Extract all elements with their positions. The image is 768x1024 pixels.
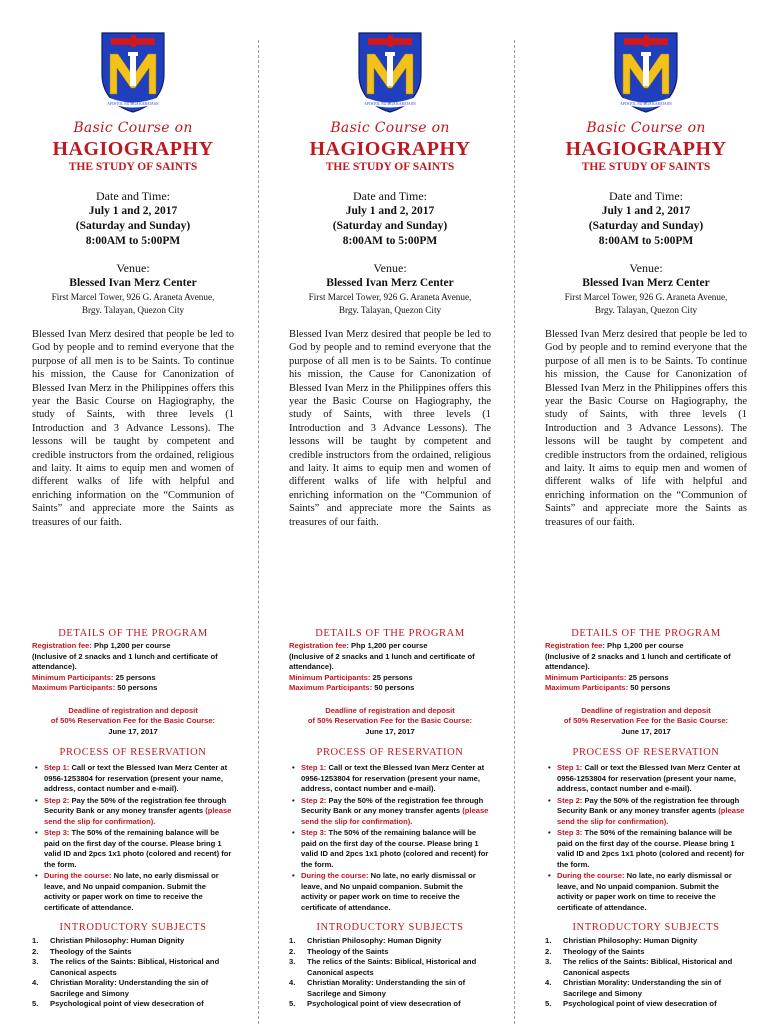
registration-fee <box>545 641 747 652</box>
details-heading: DETAILS OF THE PROGRAM <box>58 628 208 639</box>
step-item: • Step 3: The 50% of the remaining balance will be paid on the first day of the course. Please bring 1 valid ID and 2pcs 1x1 photo (colored and recent) for the form. <box>292 828 489 869</box>
reg-fee-value: Php 1,200 per course <box>604 641 684 650</box>
min-label: Minimum Participants: <box>289 672 371 682</box>
crest-caption: APOSTOL NG MGA KABATAAN <box>364 102 416 106</box>
max-label: Maximum Participants: <box>32 683 116 692</box>
max-participants <box>545 683 747 694</box>
flyer-column <box>32 0 234 1024</box>
date-heading: Date and Time: <box>609 189 683 203</box>
time-line: 8:00AM to 5:00PM <box>598 235 694 247</box>
registration-fee <box>289 641 491 652</box>
crest-logo <box>355 30 425 114</box>
min-value: 25 persons <box>626 672 669 682</box>
day-line: (Saturday and Sunday) <box>75 220 191 232</box>
max-value: 50 persons <box>372 683 415 692</box>
venue-address-line: Brgy. Talayan, Quezon City <box>81 304 185 315</box>
intro-heading: INTRODUCTORY SUBJECTS <box>59 922 207 933</box>
subject-item: 5. Psychological point of view desecration of <box>289 999 461 1008</box>
venue-address-line: Brgy. Talayan, Quezon City <box>338 304 442 315</box>
deadline-block <box>32 706 234 738</box>
course-description: Blessed Ivan Merz desired that people be led to God by people and to remind everyone that the purpose of all men is to be Saints. To continue his mission, the Cause for Canonization of Blessed Ivan Merz in the Philippines offers this year the Basic Course on Hagiography, the study of Saints, with three levels (1 Introduction and 3 Advance Lessons). The lessons will be taught by competent and credible instructors from the ordained, religious and laity. It aims to equip men and women of different walks of life with helpful and enriching information on the “Communion of Saints” and appreciate more the Saints as treasures of our faith. <box>289 329 491 528</box>
date-line: July 1 and 2, 2017 <box>88 205 178 217</box>
deadline-block <box>545 706 747 738</box>
flyer-column <box>545 0 747 1024</box>
max-value: 50 persons <box>628 683 671 692</box>
reg-fee-label: Registration fee: <box>545 641 605 650</box>
max-participants <box>32 683 234 694</box>
venue-address-line: First Marcel Tower, 926 G. Araneta Avenue, <box>51 292 215 302</box>
process-heading: PROCESS OF RESERVATION <box>572 747 720 758</box>
step-item: • Step 1: Call or text the Blessed Ivan Merz Center at 0956-1253804 for reservation (present your name, address, contact number and e-mail). <box>292 763 485 793</box>
reg-fee-note: (Inclusive of 2 snacks and 1 lunch and certificate of attendance). <box>32 651 218 671</box>
min-value: 25 persons <box>370 672 413 682</box>
process-heading: PROCESS OF RESERVATION <box>316 747 464 758</box>
deadline-line: of 50% Reservation Fee for the Basic Course: <box>563 716 729 725</box>
step-item: • Step 2: Pay the 50% of the registration fee through Security Bank or any money transfer agents (please send the slip for confirmation). <box>292 795 489 826</box>
step-item: • Step 1: Call or text the Blessed Ivan Merz Center at 0956-1253804 for reservation (present your name, address, contact number and e-mail). <box>548 763 741 793</box>
deadline-line: Deadline of registration and deposit <box>68 705 198 715</box>
deadline-line: Deadline of registration and deposit <box>325 705 455 715</box>
day-line: (Saturday and Sunday) <box>588 220 704 232</box>
process-heading: PROCESS OF RESERVATION <box>59 747 207 758</box>
venue-name: Blessed Ivan Merz Center <box>69 277 197 289</box>
max-value: 50 persons <box>115 683 158 692</box>
intro-heading: INTRODUCTORY SUBJECTS <box>572 922 720 933</box>
max-participants <box>289 683 491 694</box>
course-description: Blessed Ivan Merz desired that people be led to God by people and to remind everyone that the purpose of all men is to be Saints. To continue his mission, the Cause for Canonization of Blessed Ivan Merz in the Philippines offers this year the Basic Course on Hagiography, the study of Saints, with three levels (1 Introduction and 3 Advance Lessons). The lessons will be taught by competent and credible instructors from the ordained, religious and laity. It aims to equip men and women of different walks of life with helpful and enriching information on the “Communion of Saints” and appreciate more the Saints as treasures of our faith. <box>545 329 747 528</box>
course-description: Blessed Ivan Merz desired that people be led to God by people and to remind everyone that the purpose of all men is to be Saints. To continue his mission, the Cause for Canonization of Blessed Ivan Merz in the Philippines offers this year the Basic Course on Hagiography, the study of Saints, with three levels (1 Introduction and 3 Advance Lessons). The lessons will be taught by competent and credible instructors from the ordained, religious and laity. It aims to equip men and women of different walks of life with helpful and enriching information on the “Communion of Saints” and appreciate more the Saints as treasures of our faith. <box>32 329 234 528</box>
date-line: July 1 and 2, 2017 <box>345 205 435 217</box>
deadline-line: of 50% Reservation Fee for the Basic Course: <box>50 716 216 725</box>
step-item: • During the course: No late, no early dismissal or leave, and No unpaid companion. Submit the activity or paper work on time to receive the certificate of attendance. <box>548 871 732 912</box>
reg-fee-value: Php 1,200 per course <box>91 641 171 650</box>
min-participants <box>545 673 747 684</box>
deadline-block <box>289 706 491 738</box>
subject-item: 3. The relics of the Saints: Biblical, Historical and Canonical aspects <box>545 957 733 977</box>
subject-item: 2. Theology of the Saints <box>32 946 132 956</box>
reg-fee-note: (Inclusive of 2 snacks and 1 lunch and certificate of attendance). <box>545 651 731 671</box>
reservation-steps <box>32 763 234 913</box>
date-heading: Date and Time: <box>96 189 170 203</box>
venue-name: Blessed Ivan Merz Center <box>326 277 454 289</box>
subject-list <box>289 936 491 1010</box>
min-participants <box>32 673 234 684</box>
step-item: • Step 1: Call or text the Blessed Ivan Merz Center at 0956-1253804 for reservation (present your name, address, contact number and e-mail). <box>35 763 228 793</box>
min-participants <box>289 673 491 684</box>
reservation-steps <box>289 763 491 913</box>
subject-item: 5. Psychological point of view desecration of <box>32 999 204 1008</box>
program-details <box>32 627 234 1010</box>
flyer-column <box>289 0 491 1024</box>
time-line: 8:00AM to 5:00PM <box>342 235 438 247</box>
subject-list <box>545 936 747 1010</box>
max-label: Maximum Participants: <box>289 683 373 692</box>
program-details <box>545 627 747 1010</box>
subject-item: 1. Christian Philosophy: Human Dignity <box>545 936 698 945</box>
deadline-line: Deadline of registration and deposit <box>581 705 711 715</box>
deadline-date: June 17, 2017 <box>621 726 671 736</box>
crest-logo <box>611 30 681 114</box>
cut-line <box>258 40 259 1024</box>
step-item: • Step 3: The 50% of the remaining balance will be paid on the first day of the course. Please bring 1 valid ID and 2pcs 1x1 photo (colored and recent) for the form. <box>35 828 232 869</box>
subject-item: 2. Theology of the Saints <box>289 946 389 956</box>
venue-name: Blessed Ivan Merz Center <box>582 277 710 289</box>
min-label: Minimum Participants: <box>32 672 114 682</box>
course-title: HAGIOGRAPHY <box>309 138 471 160</box>
subject-item: 3. The relics of the Saints: Biblical, Historical and Canonical aspects <box>289 957 477 977</box>
subject-item: 4. Christian Morality: Understanding the sin of Sacrilege and Simony <box>32 978 209 998</box>
subject-item: 2. Theology of the Saints <box>545 946 645 956</box>
reg-fee-label: Registration fee: <box>289 641 349 650</box>
course-subtitle: THE STUDY OF SAINTS <box>581 161 711 173</box>
subject-item: 4. Christian Morality: Understanding the sin of Sacrilege and Simony <box>289 978 466 998</box>
step-item: • Step 2: Pay the 50% of the registration fee through Security Bank or any money transfer agents (please send the slip for confirmation). <box>548 795 745 826</box>
course-subtitle: THE STUDY OF SAINTS <box>325 161 455 173</box>
details-heading: DETAILS OF THE PROGRAM <box>571 628 721 639</box>
venue-address-line: First Marcel Tower, 926 G. Araneta Avenue, <box>308 292 472 302</box>
step-item: • Step 3: The 50% of the remaining balance will be paid on the first day of the course. Please bring 1 valid ID and 2pcs 1x1 photo (colored and recent) for the form. <box>548 828 745 869</box>
course-label: Basic Course on <box>73 120 193 136</box>
deadline-date: June 17, 2017 <box>108 726 158 736</box>
reg-fee-label: Registration fee: <box>32 641 92 650</box>
step-item: • During the course: No late, no early dismissal or leave, and No unpaid companion. Submit the activity or paper work on time to receive the certificate of attendance. <box>292 871 476 912</box>
venue-heading: Venue: <box>373 261 407 275</box>
cut-line <box>514 40 515 1024</box>
deadline-date: June 17, 2017 <box>365 726 415 736</box>
reservation-steps <box>545 763 747 913</box>
reg-fee-value: Php 1,200 per course <box>348 641 428 650</box>
venue-address-line: First Marcel Tower, 926 G. Araneta Avenue, <box>564 292 728 302</box>
step-item: • Step 2: Pay the 50% of the registration fee through Security Bank or any money transfer agents (please send the slip for confirmation). <box>35 795 232 826</box>
course-title: HAGIOGRAPHY <box>565 138 727 160</box>
subject-item: 4. Christian Morality: Understanding the sin of Sacrilege and Simony <box>545 978 722 998</box>
crest-caption: APOSTOL NG MGA KABATAAN <box>107 102 159 106</box>
subject-list <box>32 936 234 1010</box>
course-subtitle: THE STUDY OF SAINTS <box>68 161 198 173</box>
reg-fee-note: (Inclusive of 2 snacks and 1 lunch and certificate of attendance). <box>289 651 475 671</box>
step-item: • During the course: No late, no early dismissal or leave, and No unpaid companion. Submit the activity or paper work on time to receive the certificate of attendance. <box>35 871 219 912</box>
venue-heading: Venue: <box>116 261 150 275</box>
max-label: Maximum Participants: <box>545 683 629 692</box>
intro-heading: INTRODUCTORY SUBJECTS <box>316 922 464 933</box>
course-label: Basic Course on <box>330 120 450 136</box>
venue-heading: Venue: <box>629 261 663 275</box>
crest-caption: APOSTOL NG MGA KABATAAN <box>620 102 672 106</box>
day-line: (Saturday and Sunday) <box>332 220 448 232</box>
min-label: Minimum Participants: <box>545 672 627 682</box>
subject-item: 1. Christian Philosophy: Human Dignity <box>32 936 185 945</box>
min-value: 25 persons <box>113 672 156 682</box>
course-label: Basic Course on <box>586 120 706 136</box>
details-heading: DETAILS OF THE PROGRAM <box>315 628 465 639</box>
deadline-line: of 50% Reservation Fee for the Basic Course: <box>307 716 473 725</box>
date-heading: Date and Time: <box>353 189 427 203</box>
subject-item: 1. Christian Philosophy: Human Dignity <box>289 936 442 945</box>
course-title: HAGIOGRAPHY <box>52 138 214 160</box>
subject-item: 3. The relics of the Saints: Biblical, Historical and Canonical aspects <box>32 957 220 977</box>
subject-item: 5. Psychological point of view desecration of <box>545 999 717 1008</box>
date-line: July 1 and 2, 2017 <box>601 205 691 217</box>
time-line: 8:00AM to 5:00PM <box>85 235 181 247</box>
registration-fee <box>32 641 234 652</box>
venue-address-line: Brgy. Talayan, Quezon City <box>594 304 698 315</box>
crest-logo <box>98 30 168 114</box>
program-details <box>289 627 491 1010</box>
